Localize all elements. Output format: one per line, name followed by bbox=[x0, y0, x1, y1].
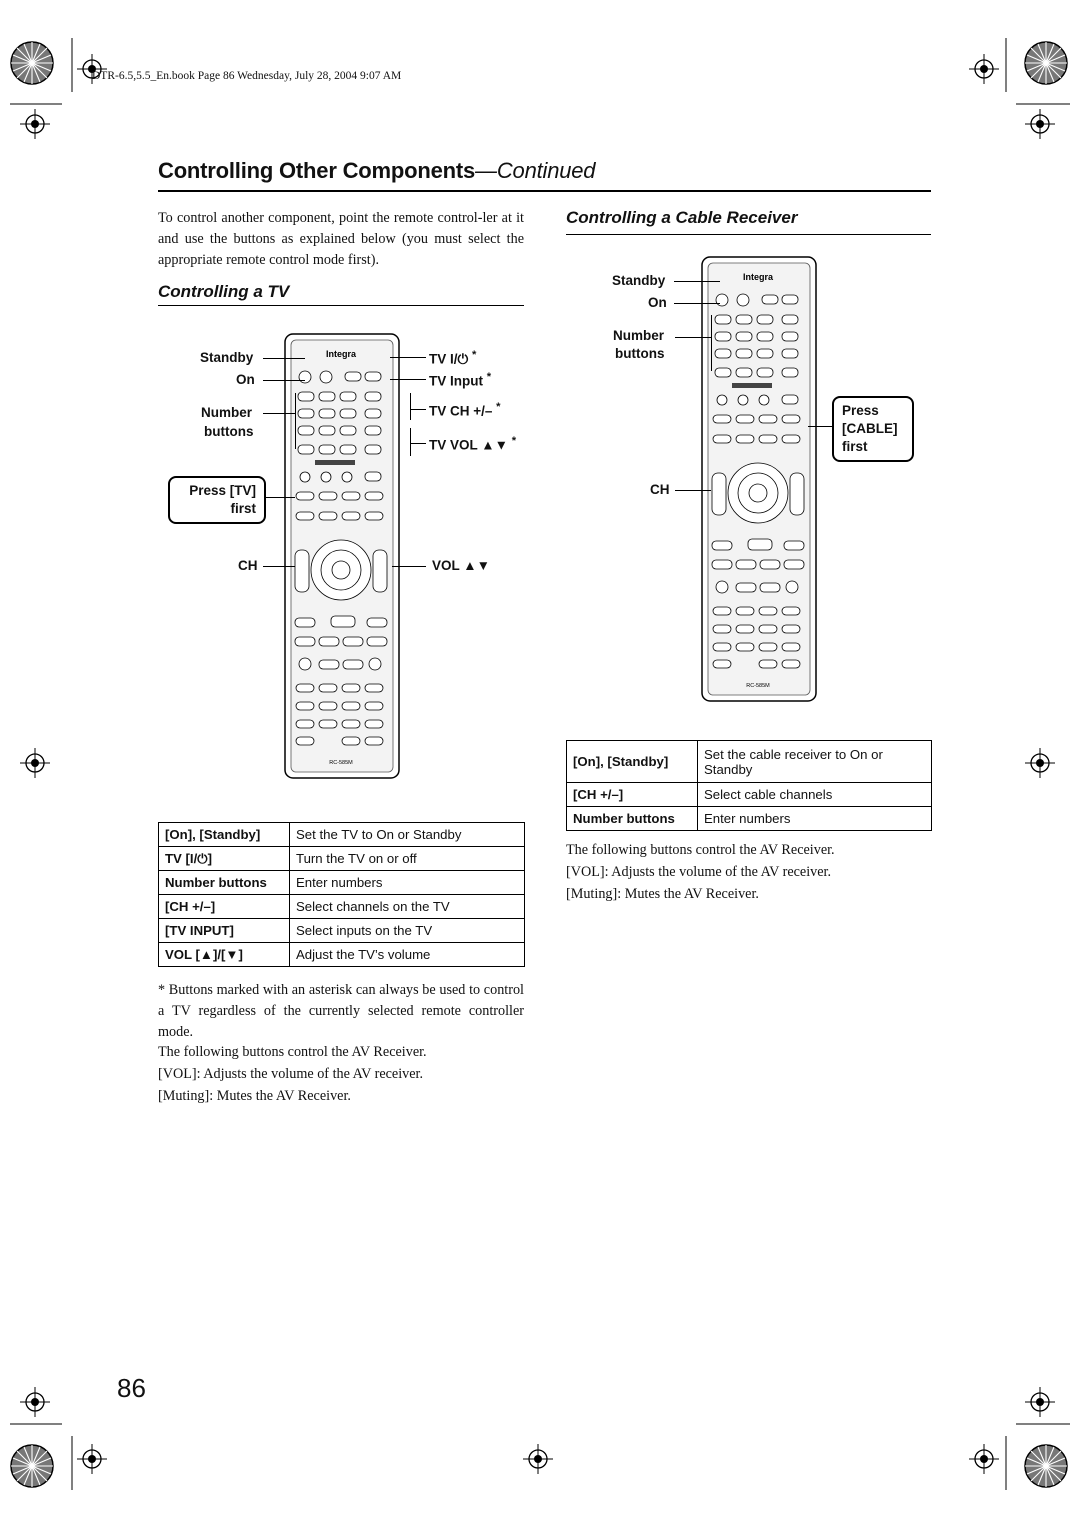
table-row bbox=[567, 807, 932, 831]
press-tv-first-box bbox=[168, 476, 266, 524]
cable-callout-buttons: buttons bbox=[615, 346, 665, 361]
tv-leader-vol bbox=[410, 443, 426, 444]
tv-table-key: [CH +/–] bbox=[159, 895, 290, 919]
table-row bbox=[567, 741, 932, 783]
tv-bracket-vol bbox=[410, 428, 411, 456]
tv-leader-on bbox=[263, 380, 305, 381]
cable-bracket-number bbox=[711, 315, 712, 371]
press-tv-line2: first bbox=[230, 501, 256, 516]
cable-callout-standby: Standby bbox=[612, 273, 666, 288]
book-header: DTR-6.5,5.5_En.book Page 86 Wednesday, July 28, 2004 9:07 AM bbox=[92, 70, 402, 82]
tv-remote-illustration bbox=[283, 332, 403, 782]
tv-table-key: TV [I/⏻] bbox=[159, 847, 290, 871]
cable-table-key: Number buttons bbox=[567, 807, 698, 831]
press-cable-line2: [CABLE] bbox=[842, 421, 898, 436]
tv-callout-standby: Standby bbox=[200, 350, 254, 365]
tv-table-key: [On], [Standby] bbox=[159, 823, 290, 847]
cable-remote-brand: Integra bbox=[742, 272, 774, 282]
page-title bbox=[158, 158, 595, 184]
table-row bbox=[159, 895, 525, 919]
tv-remote-brand: Integra bbox=[325, 349, 357, 359]
tv-table-value: Turn the TV on or off bbox=[290, 847, 525, 871]
tv-power-asterisk: * bbox=[471, 349, 477, 361]
tv-callout-power bbox=[429, 349, 476, 368]
tv-leader-power bbox=[390, 357, 426, 358]
tv-leader-ch bbox=[263, 566, 295, 567]
table-row bbox=[159, 943, 525, 967]
cable-leader-press bbox=[808, 426, 832, 427]
tv-input-asterisk: * bbox=[486, 371, 492, 383]
tv-callout-buttons: buttons bbox=[204, 424, 254, 439]
tv-table-value: Enter numbers bbox=[290, 871, 525, 895]
table-row bbox=[159, 919, 525, 943]
intro-paragraph: To control another component, point the remote control-ler at it and use the buttons as explained below (you must select the appropriate remote control mode first). bbox=[158, 210, 524, 268]
tv-power-label: TV I/⏻ bbox=[429, 351, 469, 367]
tv-table-value: Set the TV to On or Standby bbox=[290, 823, 525, 847]
cable-table-key: [CH +/–] bbox=[567, 783, 698, 807]
tv-table-key: VOL [▲]/[▼] bbox=[159, 943, 290, 967]
title-rule bbox=[158, 190, 931, 192]
press-cable-line1: Press bbox=[842, 403, 879, 418]
table-row bbox=[159, 823, 525, 847]
table-row bbox=[159, 871, 525, 895]
cable-table-value: Set the cable receiver to On or Standby bbox=[698, 741, 932, 783]
tv-asterisk-note: * Buttons marked with an asterisk can always be used to control a TV regardless of the currently selected remote controller mode. bbox=[158, 982, 524, 1040]
tv-input-label: TV Input bbox=[429, 373, 483, 389]
tv-ch-label: TV CH +/– bbox=[429, 403, 493, 419]
tv-callout-number: Number bbox=[201, 405, 253, 420]
cable-heading-rule bbox=[566, 234, 931, 235]
cable-leader-number bbox=[675, 337, 711, 338]
press-tv-line1: Press [TV] bbox=[189, 483, 256, 498]
press-cable-line3: first bbox=[842, 439, 868, 454]
tv-follow-2: [VOL]: Adjusts the volume of the AV receiver. bbox=[158, 1066, 424, 1082]
cable-leader-ch bbox=[675, 490, 711, 491]
tv-callout-ch: CH bbox=[238, 558, 258, 573]
tv-remote-model: RC-585M bbox=[329, 760, 353, 766]
tv-vol-label: TV VOL ▲▼ bbox=[429, 437, 508, 453]
tv-table-value: Adjust the TV’s volume bbox=[290, 943, 525, 967]
table-row bbox=[567, 783, 932, 807]
page-title-main: Controlling Other Components bbox=[158, 158, 476, 183]
tv-follow-1: The following buttons control the AV Receiver. bbox=[158, 1044, 427, 1060]
tv-table-value: Select channels on the TV bbox=[290, 895, 525, 919]
tv-leader-ch-pm bbox=[410, 409, 426, 410]
press-cable-first-box bbox=[832, 396, 914, 462]
tv-heading-rule bbox=[158, 305, 524, 306]
cable-follow-1: The following buttons control the AV Receiver. bbox=[566, 842, 835, 858]
tv-leader-standby bbox=[263, 358, 305, 359]
tv-leader-number bbox=[263, 413, 295, 414]
tv-bracket-ch bbox=[410, 393, 411, 420]
page-title-continued: —Continued bbox=[475, 158, 596, 183]
cable-remote-model: RC-585M bbox=[746, 683, 770, 689]
cable-table-value: Enter numbers bbox=[698, 807, 932, 831]
tv-table-value: Select inputs on the TV bbox=[290, 919, 525, 943]
tv-bracket-number bbox=[295, 393, 296, 449]
tv-callout-on: On bbox=[236, 372, 255, 387]
cable-callout-number: Number bbox=[613, 328, 665, 343]
tv-heading: Controlling a TV bbox=[158, 282, 290, 301]
tv-vol-asterisk: * bbox=[511, 435, 517, 447]
tv-function-table bbox=[158, 822, 525, 967]
tv-ch-asterisk: * bbox=[496, 401, 501, 413]
tv-follow-3: [Muting]: Mutes the AV Receiver. bbox=[158, 1088, 351, 1104]
cable-function-table bbox=[566, 740, 932, 831]
tv-callout-tv-vol bbox=[429, 435, 516, 453]
cable-heading: Controlling a Cable Receiver bbox=[566, 208, 798, 227]
tv-leader-press bbox=[264, 497, 295, 498]
cable-table-key: [On], [Standby] bbox=[567, 741, 698, 783]
tv-leader-input bbox=[390, 379, 426, 380]
tv-callout-input bbox=[429, 371, 491, 389]
cable-follow-3: [Muting]: Mutes the AV Receiver. bbox=[566, 886, 759, 902]
cable-leader-on bbox=[674, 303, 720, 304]
tv-callout-vol: VOL ▲▼ bbox=[432, 558, 490, 573]
cable-callout-ch: CH bbox=[650, 482, 670, 497]
cable-follow-2: [VOL]: Adjusts the volume of the AV receiver. bbox=[566, 864, 832, 880]
cable-remote-illustration bbox=[700, 255, 820, 705]
cable-callout-on: On bbox=[648, 295, 667, 310]
page-number: 86 bbox=[117, 1373, 146, 1403]
table-row bbox=[159, 847, 525, 871]
tv-callout-tv-ch bbox=[429, 401, 501, 419]
tv-table-key: [TV INPUT] bbox=[159, 919, 290, 943]
cable-table-value: Select cable channels bbox=[698, 783, 932, 807]
cable-leader-standby bbox=[674, 281, 720, 282]
tv-table-key: Number buttons bbox=[159, 871, 290, 895]
tv-leader-vol-av bbox=[392, 566, 426, 567]
